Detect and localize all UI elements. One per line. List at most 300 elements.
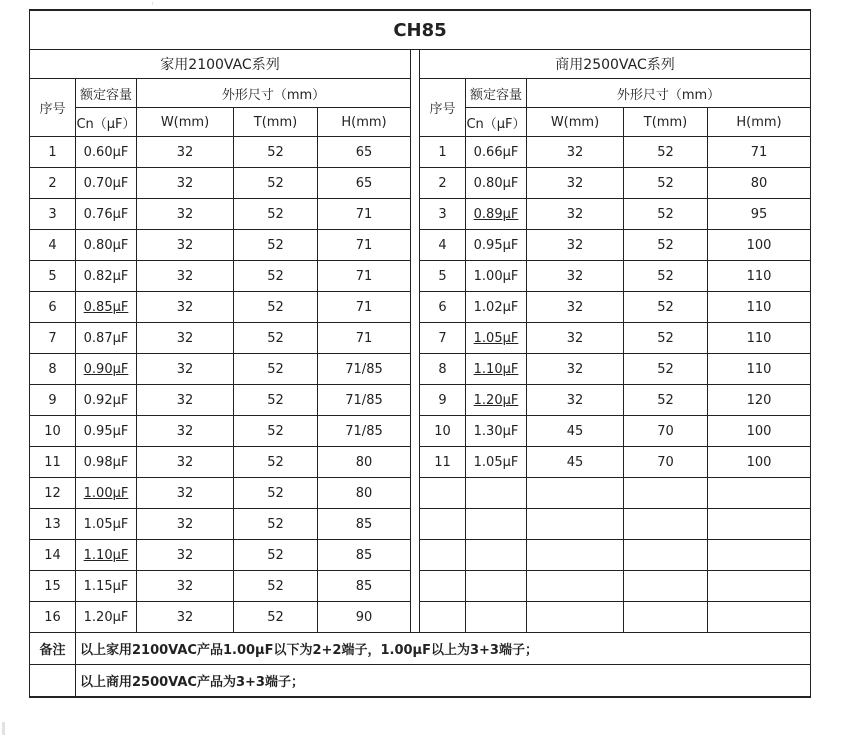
right-height-value: 95 xyxy=(750,206,768,222)
right-height-value: 100 xyxy=(746,423,772,439)
right-index-value: 1 xyxy=(438,144,447,160)
table-row xyxy=(30,602,811,633)
left-width-cell xyxy=(137,385,234,416)
column-gap xyxy=(411,108,420,137)
left-capacitance-cell xyxy=(76,137,137,168)
right-header-cap-unit: Cn（μF） xyxy=(466,108,527,137)
left-thickness-cell xyxy=(234,509,318,540)
left-capacitance-value: 0.82μF xyxy=(83,268,129,284)
right-width-cell xyxy=(527,602,624,633)
right-height-value: 110 xyxy=(746,330,772,346)
note-row xyxy=(30,665,811,698)
left-height-value: 90 xyxy=(355,609,373,625)
right-index-cell xyxy=(420,447,466,478)
left-thickness-cell xyxy=(234,540,318,571)
left-capacitance-cell xyxy=(76,292,137,323)
page-title: CH85 xyxy=(30,10,811,50)
table-row xyxy=(30,509,811,540)
right-thickness-value: 52 xyxy=(657,175,674,191)
right-thickness-value: 70 xyxy=(657,423,674,439)
right-height-cell xyxy=(708,230,811,261)
right-thickness-value: 70 xyxy=(657,454,674,470)
left-thickness-value: 52 xyxy=(267,578,284,594)
left-width-value: 32 xyxy=(176,454,194,470)
left-index-cell xyxy=(30,540,76,571)
right-height-value: 100 xyxy=(746,454,772,470)
left-height-cell xyxy=(318,447,411,478)
left-index-value: 13 xyxy=(44,516,61,532)
right-capacitance-cell xyxy=(466,199,527,230)
right-height-cell xyxy=(708,478,811,509)
table-row xyxy=(30,137,811,168)
left-thickness-cell xyxy=(234,416,318,447)
left-capacitance-cell xyxy=(76,385,137,416)
note-row xyxy=(30,633,811,665)
right-width-cell xyxy=(527,416,624,447)
right-width-cell xyxy=(527,261,624,292)
left-capacitance-cell xyxy=(76,261,137,292)
column-gap xyxy=(411,199,420,230)
left-thickness-cell xyxy=(234,571,318,602)
left-height-value: 80 xyxy=(355,485,373,501)
right-width-cell xyxy=(527,509,624,540)
column-gap xyxy=(411,571,420,602)
left-width-cell xyxy=(137,323,234,354)
left-thickness-value: 52 xyxy=(267,516,284,532)
right-width-value: 45 xyxy=(566,454,584,470)
right-capacitance-value: 1.05μF xyxy=(473,454,519,470)
right-capacitance-value: 1.00μF xyxy=(473,268,519,284)
right-capacitance-value: 1.05μF xyxy=(473,330,519,346)
left-thickness-value: 52 xyxy=(267,547,284,563)
right-height-cell xyxy=(708,168,811,199)
right-width-value: 32 xyxy=(566,206,584,222)
left-capacitance-value: 0.87μF xyxy=(83,330,129,346)
left-thickness-value: 52 xyxy=(267,206,284,222)
right-thickness-cell xyxy=(624,571,708,602)
left-index-cell xyxy=(30,354,76,385)
left-width-cell xyxy=(137,540,234,571)
left-capacitance-value: 1.00μF xyxy=(83,485,129,501)
column-gap xyxy=(411,137,420,168)
left-index-value: 1 xyxy=(48,144,57,160)
left-width-cell xyxy=(137,509,234,540)
table-row xyxy=(30,540,811,571)
left-capacitance-value: 0.70μF xyxy=(83,175,129,191)
right-height-cell xyxy=(708,199,811,230)
right-height-value: 80 xyxy=(750,175,768,191)
right-header-index: 序号 xyxy=(420,79,466,137)
left-index-cell xyxy=(30,416,76,447)
table-row xyxy=(30,261,811,292)
left-capacitance-value: 0.60μF xyxy=(83,144,129,160)
right-width-value: 32 xyxy=(566,237,584,253)
right-height-value: 71 xyxy=(750,144,768,160)
left-width-value: 32 xyxy=(176,144,194,160)
left-index-value: 14 xyxy=(44,547,61,563)
left-thickness-cell xyxy=(234,261,318,292)
column-gap xyxy=(411,416,420,447)
left-capacitance-value: 0.85μF xyxy=(83,299,129,315)
right-capacitance-value: 0.89μF xyxy=(473,206,519,222)
left-header-t: T(mm) xyxy=(234,108,318,137)
left-capacitance-value: 0.98μF xyxy=(83,454,129,470)
left-thickness-value: 52 xyxy=(267,454,284,470)
left-width-value: 32 xyxy=(176,578,194,594)
right-capacitance-value: 1.20μF xyxy=(473,392,519,408)
right-height-cell xyxy=(708,292,811,323)
right-width-cell xyxy=(527,385,624,416)
left-height-value: 71/85 xyxy=(345,361,383,377)
left-thickness-value: 52 xyxy=(267,361,284,377)
right-index-cell xyxy=(420,323,466,354)
table-row xyxy=(30,292,811,323)
table-row xyxy=(30,199,811,230)
left-index-value: 3 xyxy=(48,206,57,222)
right-index-value: 7 xyxy=(438,330,447,346)
left-height-cell xyxy=(318,261,411,292)
left-capacitance-cell xyxy=(76,199,137,230)
left-thickness-value: 52 xyxy=(267,330,284,346)
left-thickness-value: 52 xyxy=(267,175,284,191)
right-width-cell xyxy=(527,323,624,354)
right-width-cell xyxy=(527,354,624,385)
right-index-cell xyxy=(420,230,466,261)
right-thickness-value: 52 xyxy=(657,268,674,284)
column-gap xyxy=(411,354,420,385)
table-row xyxy=(30,354,811,385)
left-index-cell xyxy=(30,447,76,478)
left-width-cell xyxy=(137,571,234,602)
left-capacitance-cell xyxy=(76,602,137,633)
right-height-value: 110 xyxy=(746,299,772,315)
right-height-value: 120 xyxy=(746,392,772,408)
table-row xyxy=(30,571,811,602)
right-capacitance-value: 0.80μF xyxy=(473,175,519,191)
right-thickness-cell xyxy=(624,230,708,261)
right-capacitance-cell xyxy=(466,509,527,540)
left-height-cell xyxy=(318,540,411,571)
column-gap xyxy=(411,478,420,509)
left-height-value: 65 xyxy=(355,144,373,160)
right-header-w: W(mm) xyxy=(527,108,624,137)
left-capacitance-value: 1.10μF xyxy=(83,547,129,563)
left-index-cell xyxy=(30,509,76,540)
left-capacitance-cell xyxy=(76,230,137,261)
left-header-cap-group: 额定容量 xyxy=(76,79,137,108)
right-width-cell xyxy=(527,478,624,509)
right-width-cell xyxy=(527,199,624,230)
left-height-cell xyxy=(318,230,411,261)
right-width-cell xyxy=(527,447,624,478)
column-gap xyxy=(411,540,420,571)
right-width-value: 32 xyxy=(566,299,584,315)
right-height-cell xyxy=(708,354,811,385)
left-capacitance-value: 0.80μF xyxy=(83,237,129,253)
right-thickness-cell xyxy=(624,478,708,509)
right-thickness-value: 52 xyxy=(657,144,674,160)
right-height-value: 110 xyxy=(746,268,772,284)
capacitor-spec-table xyxy=(29,9,811,698)
right-capacitance-cell xyxy=(466,261,527,292)
left-height-value: 71 xyxy=(355,299,373,315)
left-thickness-value: 52 xyxy=(267,392,284,408)
left-header-index: 序号 xyxy=(30,79,76,137)
right-index-value: 8 xyxy=(438,361,447,377)
right-index-cell xyxy=(420,168,466,199)
right-width-value: 32 xyxy=(566,361,584,377)
right-thickness-value: 52 xyxy=(657,299,674,315)
right-index-cell xyxy=(420,292,466,323)
left-width-value: 32 xyxy=(176,175,194,191)
left-height-value: 71/85 xyxy=(345,423,383,439)
left-height-value: 71 xyxy=(355,237,373,253)
left-capacitance-cell xyxy=(76,354,137,385)
left-index-value: 11 xyxy=(44,454,61,470)
table-row xyxy=(30,230,811,261)
right-capacitance-cell xyxy=(466,323,527,354)
right-index-value: 3 xyxy=(438,206,447,222)
left-width-cell xyxy=(137,168,234,199)
right-capacitance-cell xyxy=(466,571,527,602)
left-capacitance-cell xyxy=(76,323,137,354)
right-width-cell xyxy=(527,571,624,602)
left-capacitance-value: 0.90μF xyxy=(83,361,129,377)
left-thickness-value: 52 xyxy=(267,237,284,253)
left-thickness-cell xyxy=(234,602,318,633)
left-height-value: 71 xyxy=(355,268,373,284)
left-header-h: H(mm) xyxy=(318,108,411,137)
left-index-cell xyxy=(30,602,76,633)
left-thickness-cell xyxy=(234,385,318,416)
left-index-cell xyxy=(30,571,76,602)
left-height-cell xyxy=(318,602,411,633)
right-capacitance-cell xyxy=(466,292,527,323)
left-capacitance-cell xyxy=(76,447,137,478)
left-width-cell xyxy=(137,354,234,385)
left-thickness-cell xyxy=(234,199,318,230)
column-gap xyxy=(411,261,420,292)
right-thickness-value: 52 xyxy=(657,330,674,346)
right-index-cell xyxy=(420,540,466,571)
right-index-cell xyxy=(420,509,466,540)
column-gap xyxy=(411,385,420,416)
right-thickness-cell xyxy=(624,199,708,230)
right-thickness-cell xyxy=(624,602,708,633)
right-index-cell xyxy=(420,571,466,602)
right-thickness-cell xyxy=(624,540,708,571)
left-index-value: 12 xyxy=(44,485,61,501)
left-thickness-cell xyxy=(234,323,318,354)
note-text: 以上家用2100VAC产品1.00μF以下为2+2端子，1.00μF以上为3+3端子； xyxy=(76,633,811,665)
left-width-cell xyxy=(137,199,234,230)
left-index-cell xyxy=(30,478,76,509)
right-width-value: 45 xyxy=(566,423,584,439)
left-width-cell xyxy=(137,292,234,323)
left-thickness-cell xyxy=(234,292,318,323)
left-index-value: 10 xyxy=(44,423,61,439)
right-series-title: 商用2500VAC系列 xyxy=(420,50,811,79)
table-row xyxy=(30,168,811,199)
column-gap xyxy=(411,447,420,478)
right-thickness-cell xyxy=(624,261,708,292)
left-height-value: 71 xyxy=(355,330,373,346)
left-header-cap-unit: Cn（μF） xyxy=(76,108,137,137)
right-index-cell xyxy=(420,602,466,633)
right-height-cell xyxy=(708,509,811,540)
right-capacitance-cell xyxy=(466,168,527,199)
left-index-cell xyxy=(30,292,76,323)
note-label: 备注 xyxy=(30,633,76,665)
right-index-value: 4 xyxy=(438,237,447,253)
right-index-cell xyxy=(420,385,466,416)
right-capacitance-cell xyxy=(466,137,527,168)
left-width-cell xyxy=(137,261,234,292)
left-height-value: 85 xyxy=(355,516,373,532)
right-thickness-cell xyxy=(624,509,708,540)
left-capacitance-cell xyxy=(76,168,137,199)
column-gap xyxy=(411,50,420,79)
right-capacitance-cell xyxy=(466,540,527,571)
left-width-value: 32 xyxy=(176,547,194,563)
left-thickness-cell xyxy=(234,230,318,261)
left-index-value: 7 xyxy=(48,330,57,346)
table-row xyxy=(30,478,811,509)
left-header-w: W(mm) xyxy=(137,108,234,137)
right-thickness-cell xyxy=(624,168,708,199)
right-thickness-value: 52 xyxy=(657,392,674,408)
right-height-cell xyxy=(708,323,811,354)
left-width-cell xyxy=(137,602,234,633)
left-thickness-cell xyxy=(234,447,318,478)
left-height-cell xyxy=(318,199,411,230)
left-thickness-value: 52 xyxy=(267,268,284,284)
right-width-value: 32 xyxy=(566,144,584,160)
right-index-cell xyxy=(420,416,466,447)
left-height-value: 71/85 xyxy=(345,392,383,408)
left-height-cell xyxy=(318,168,411,199)
left-capacitance-cell xyxy=(76,509,137,540)
left-index-cell xyxy=(30,261,76,292)
left-index-value: 15 xyxy=(44,578,61,594)
table-row xyxy=(30,385,811,416)
left-width-cell xyxy=(137,478,234,509)
left-header-dims-group: 外形尺寸（mm） xyxy=(137,79,411,108)
left-capacitance-value: 1.15μF xyxy=(83,578,129,594)
left-capacitance-value: 0.92μF xyxy=(83,392,129,408)
left-width-cell xyxy=(137,447,234,478)
left-thickness-value: 52 xyxy=(267,485,284,501)
right-thickness-value: 52 xyxy=(657,206,674,222)
right-index-value: 10 xyxy=(434,423,451,439)
right-header-cap-group: 额定容量 xyxy=(466,79,527,108)
left-thickness-value: 52 xyxy=(267,609,284,625)
left-thickness-value: 52 xyxy=(267,423,284,439)
right-height-cell xyxy=(708,540,811,571)
right-capacitance-value: 0.66μF xyxy=(473,144,519,160)
right-capacitance-cell xyxy=(466,447,527,478)
left-thickness-cell xyxy=(234,478,318,509)
right-width-value: 32 xyxy=(566,175,584,191)
left-thickness-cell xyxy=(234,137,318,168)
left-height-value: 85 xyxy=(355,547,373,563)
left-width-cell xyxy=(137,230,234,261)
left-width-value: 32 xyxy=(176,516,194,532)
left-capacitance-value: 0.95μF xyxy=(83,423,129,439)
left-height-cell xyxy=(318,354,411,385)
column-gap xyxy=(411,602,420,633)
right-height-cell xyxy=(708,385,811,416)
left-index-value: 6 xyxy=(48,299,57,315)
left-height-cell xyxy=(318,416,411,447)
right-header-h: H(mm) xyxy=(708,108,811,137)
left-index-value: 2 xyxy=(48,175,57,191)
right-height-cell xyxy=(708,137,811,168)
left-thickness-cell xyxy=(234,354,318,385)
scan-speck xyxy=(152,2,153,5)
right-capacitance-value: 1.02μF xyxy=(473,299,519,315)
right-header-t: T(mm) xyxy=(624,108,708,137)
right-width-cell xyxy=(527,540,624,571)
right-width-value: 32 xyxy=(566,392,584,408)
right-height-value: 100 xyxy=(746,237,772,253)
left-width-value: 32 xyxy=(176,361,194,377)
left-index-value: 8 xyxy=(48,361,57,377)
right-capacitance-cell xyxy=(466,385,527,416)
right-thickness-cell xyxy=(624,416,708,447)
right-index-cell xyxy=(420,354,466,385)
left-capacitance-cell xyxy=(76,540,137,571)
right-height-cell xyxy=(708,447,811,478)
right-thickness-cell xyxy=(624,354,708,385)
left-height-value: 65 xyxy=(355,175,373,191)
left-height-value: 85 xyxy=(355,578,373,594)
right-index-value: 9 xyxy=(438,392,447,408)
right-thickness-cell xyxy=(624,292,708,323)
left-index-cell xyxy=(30,137,76,168)
scan-speck xyxy=(2,722,5,735)
right-index-value: 2 xyxy=(438,175,447,191)
left-index-cell xyxy=(30,230,76,261)
column-gap xyxy=(411,230,420,261)
left-capacitance-cell xyxy=(76,416,137,447)
left-index-cell xyxy=(30,323,76,354)
left-thickness-value: 52 xyxy=(267,299,284,315)
note-text: 以上商用2500VAC产品为3+3端子； xyxy=(76,665,811,698)
right-capacitance-cell xyxy=(466,230,527,261)
left-thickness-value: 52 xyxy=(267,144,284,160)
left-capacitance-value: 1.20μF xyxy=(83,609,129,625)
right-height-cell xyxy=(708,261,811,292)
right-height-value: 110 xyxy=(746,361,772,377)
right-height-cell xyxy=(708,416,811,447)
right-height-cell xyxy=(708,602,811,633)
right-thickness-value: 52 xyxy=(657,237,674,253)
table-row xyxy=(30,447,811,478)
left-height-cell xyxy=(318,385,411,416)
right-index-value: 5 xyxy=(438,268,447,284)
left-capacitance-cell xyxy=(76,478,137,509)
left-width-value: 32 xyxy=(176,268,194,284)
left-width-value: 32 xyxy=(176,206,194,222)
table-row xyxy=(30,323,811,354)
right-index-cell xyxy=(420,478,466,509)
right-thickness-cell xyxy=(624,385,708,416)
right-capacitance-value: 1.30μF xyxy=(473,423,519,439)
right-width-cell xyxy=(527,292,624,323)
left-width-value: 32 xyxy=(176,299,194,315)
right-index-cell xyxy=(420,137,466,168)
